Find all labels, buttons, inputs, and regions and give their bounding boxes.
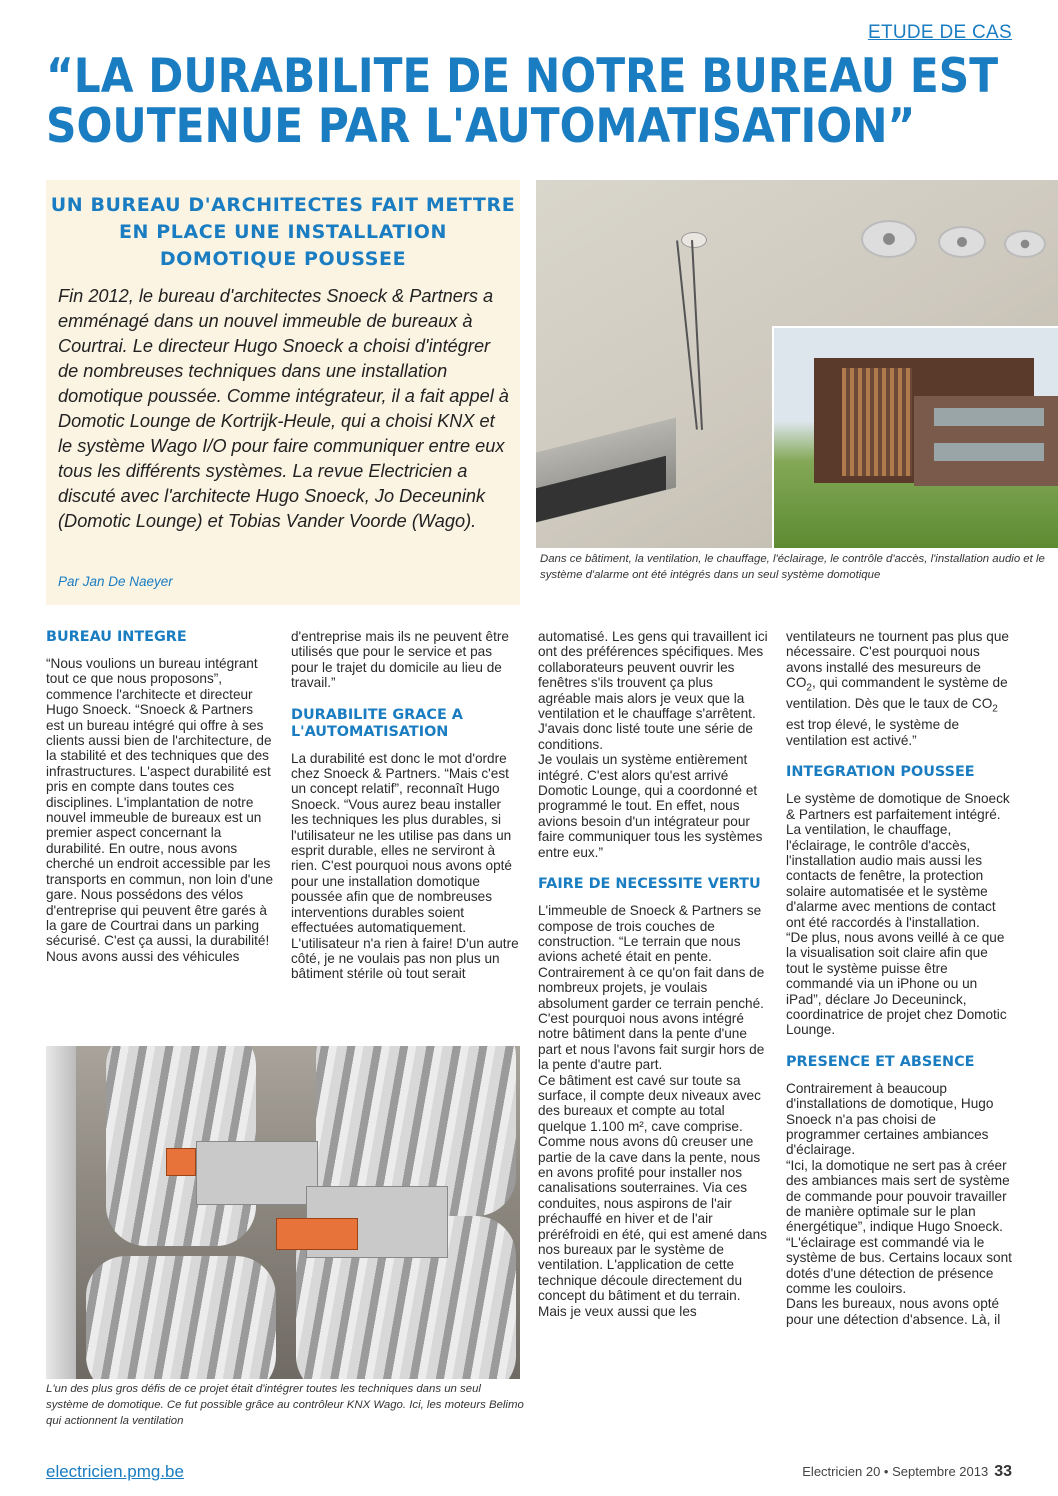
intro-title-line-1: UN BUREAU D'ARCHITECTES FAIT METTRE: [50, 194, 516, 216]
column-3: [538, 629, 768, 1319]
caption-bottom-photo: L'un des plus gros défis de ce projet était d'intégrer toutes les techniques dans un seul système de domotique. Ce fut possible grâce au contrôleur KNX Wago. Ici, les moteurs Belimo qui actionnent la ventilation: [46, 1383, 524, 1427]
issue-info: Electricien 20 • Septembre 2013: [802, 1464, 989, 1479]
paragraph: ventilateurs ne tournent pas plus que nécessaire. C'est pourquoi nous avons installé des mesureurs de $CO_2$, qui commandent le système de ventilation. Dès que le taux de $CO_2$ est trop élevé, le système de ventilation est activé.”: [786, 629, 1009, 748]
heading-presence-absence: PRESENCE ET ABSENCE: [786, 1053, 975, 1070]
paragraph: Je voulais un système entièrement intégré. C'est alors qu'est arrivé Domotic Lounge, qui a coordonné et programmé le tout. En effet, nous avions besoin d'un intégrateur pour faire communiquer tous les systèmes entre eux.”: [538, 752, 763, 860]
paragraph: automatisé. Les gens qui travaillent ici ont des préférences spécifiques. Mes collaborateurs peuvent ouvrir les fenêtres s'ils trouvent ça plus agréable mais alors je veux que la ventilation et le chauffage s'arrêtent. J'avais donc listé toute une série de conditions.: [538, 629, 768, 752]
paragraph: Comme nous avons dû creuser une partie de la cave dans la pente, nous en avons profité pour installer nos canalisations souterraines. Via ces conduites, nous aspirons de l'air préchauffé en hiver et de l'air préréfroidi en été, qui est amené dans nos bureaux par le système de ventilation. L'application de cette technique découle directement du concept du bâtiment et du terrain. Mais je veux aussi que les: [538, 1134, 767, 1319]
ceiling-vent: [1004, 230, 1046, 258]
paragraph: La durabilité est donc le mot d'ordre chez Snoeck & Partners. “Mais c'est un concept relatif”, reconnaît Hugo Snoeck. “Vous aurez beau installer les techniques les plus durables, si l'utilisateur ne les utilise pas dans un esprit durable, elles ne serviront à rien. C'est pourquoi nous avons opté pour une installation domotique poussée afin que de nombreuses interventions durables soient effectuées automatiquement. L'utilisateur n'a rien à faire! D'un autre côté, je ne voulais pas non plus un bâtiment stérile où tout serait: [291, 750, 519, 982]
intro-box: [46, 180, 520, 605]
belimo-motor: [276, 1218, 358, 1250]
paragraph: Dans les bureaux, nous avons opté pour une détection d'absence. Là, il: [786, 1296, 1001, 1327]
column-2: [291, 629, 521, 982]
ceiling-mount: [681, 232, 707, 248]
belimo-motor: [166, 1148, 196, 1176]
paragraph: “Ici, la domotique ne sert pas à créer des ambiances mais sert de système de commande pour pouvoir travailler de manière optimale sur le plan énergétique”, indique Hugo Snoeck.: [786, 1157, 1010, 1235]
paragraph: “De plus, nous avons veillé à ce que la visualisation soit claire afin que tout le système puisse être commandé via un iPhone ou un iPad”, déclare Jo Deceuninck, coordinatrice de projet chez Domotic Lounge.: [786, 929, 1007, 1038]
paragraph: Le système de domotique de Snoeck & Partners est parfaitement intégré. La ventilation, le chauffage, l'éclairage, le contrôle d'accès, l'installation audio mais aussi les contacts de fenêtre, la protection solaire automatisée et le système d'alarme avec mentions de contact ont été raccordés à l'installation.: [786, 791, 1010, 930]
window-band: [934, 443, 1044, 461]
heading-bureau-integre: BUREAU INTEGRE: [46, 629, 187, 645]
paragraph: Contrairement à beaucoup d'installations de domotique, Hugo Snoeck n'a pas choisi de programmer certaines ambiances d'éclairage.: [786, 1080, 994, 1158]
caption-top-photo: Dans ce bâtiment, la ventilation, le chauffage, l'éclairage, le contrôle d'accès, l'installation audio et le système d'alarme ont été intégrés dans un seul système domotique: [540, 553, 1045, 581]
insulated-duct: [86, 1256, 276, 1379]
section-tag[interactable]: ETUDE DE CAS: [867, 22, 1012, 43]
paragraph: “L'éclairage est commandé via le système de bus. Certains locaux sont dotés d'une détection de présence comme les couloirs.: [786, 1234, 1012, 1297]
headline-line-1: “LA DURABILITE DE NOTRE BUREAU EST: [46, 49, 999, 104]
wooden-slats: [842, 368, 912, 476]
intro-title-line-3: DOMOTIQUE POUSSEE: [159, 248, 407, 270]
ceiling-lamp-photo: [536, 180, 1058, 548]
white-pipe: [46, 1046, 76, 1379]
heading-necessite-vertu: FAIRE DE NECESSITE VERTU: [538, 876, 761, 893]
byline: Par Jan De Naeyer: [58, 574, 173, 589]
heading-durabilite: DURABILITE GRACE A L'AUTOMATISATION: [291, 706, 463, 740]
column-1: [46, 629, 274, 964]
paragraph: L'immeuble de Snoeck & Partners se compose de trois couches de construction. “Le terrain que nous avions acheté était en pente. Contrairement à ce qu'on fait dans de nombreux projets, je voulais absolument garder ce terrain penché. C'est pourquoi nous avons intégré notre bâtiment dans la pente d'une part et nous l'avons fait surgir hors de la pente d'autre part.: [538, 903, 765, 1073]
ceiling-vent: [938, 226, 986, 258]
office-building-photo: [772, 326, 1058, 548]
damper-housing: [196, 1141, 318, 1205]
headline-line-2: SOUTENUE PAR L'AUTOMATISATION”: [46, 99, 916, 154]
intro-title-line-2: EN PLACE UNE INSTALLATION: [118, 221, 448, 243]
paragraph: Ce bâtiment est cavé sur toute sa surface, il compte deux niveaux avec des bureaux et compte au total quelque 1.100 m², cave comprise.: [538, 1072, 761, 1134]
heading-integration-poussee: INTEGRATION POUSSEE: [786, 764, 975, 781]
page-number: 33: [994, 1463, 1012, 1480]
paragraph: “Nous voulions un bureau intégrant tout ce que nous proposons”, commence l'architecte et directeur Hugo Snoeck. “Snoeck & Partners est un bureau intégré qui offre à ses clients aussi bien de l'architecture, de la stabilité et des techniques que des infrastructures. L'aspect durabilité est pris en compte dans toutes ces disciplines. L'implantation de notre nouvel immeuble de bureaux est un premier aspect concernant la durabilité. En outre, nous avons cherché un endroit accessible par les transports en commun, non loin d'une gare. Nous possédons des vélos d'entreprise qui peuvent être garés à la gare de Courtrai dans un parking sécurisé. C'est ça aussi, la durabilité! Nous avons aussi des véhicules: [46, 656, 274, 964]
ceiling-vent: [861, 220, 917, 258]
column-4: [786, 629, 1012, 1327]
intro-title: [46, 192, 520, 273]
footer-website-link[interactable]: electricien.pmg.be: [46, 1462, 184, 1481]
intro-text: Fin 2012, le bureau d'architectes Snoeck & Partners a emménagé dans un nouvel immeuble de bureaux à Courtrai. Le directeur Hugo Snoeck a choisi d'intégrer de nombreuses techniques dans une installation domotique poussée. Comme intégrateur, il a fait appel à Domotic Lounge de Kortrijk-Heule, qui a choisi KNX et le système Wago I/O pour faire communiquer entre eux tous les différents systèmes. La revue Electricien a discuté avec l'architecte Hugo Snoeck, Jo Deceunink (Domotic Lounge) et Tobias Vander Voorde (Wago).: [58, 286, 509, 531]
paragraph: d'entreprise mais ils ne peuvent être utilisés que pour le service et pas pour le trajet du domicile au lieu de travail.”: [291, 629, 509, 691]
ventilation-motors-photo: [46, 1046, 520, 1379]
page-headline: [46, 49, 999, 154]
footer-issue: [802, 1463, 1012, 1481]
suspension-cable: [676, 240, 698, 429]
window-band: [934, 408, 1044, 426]
